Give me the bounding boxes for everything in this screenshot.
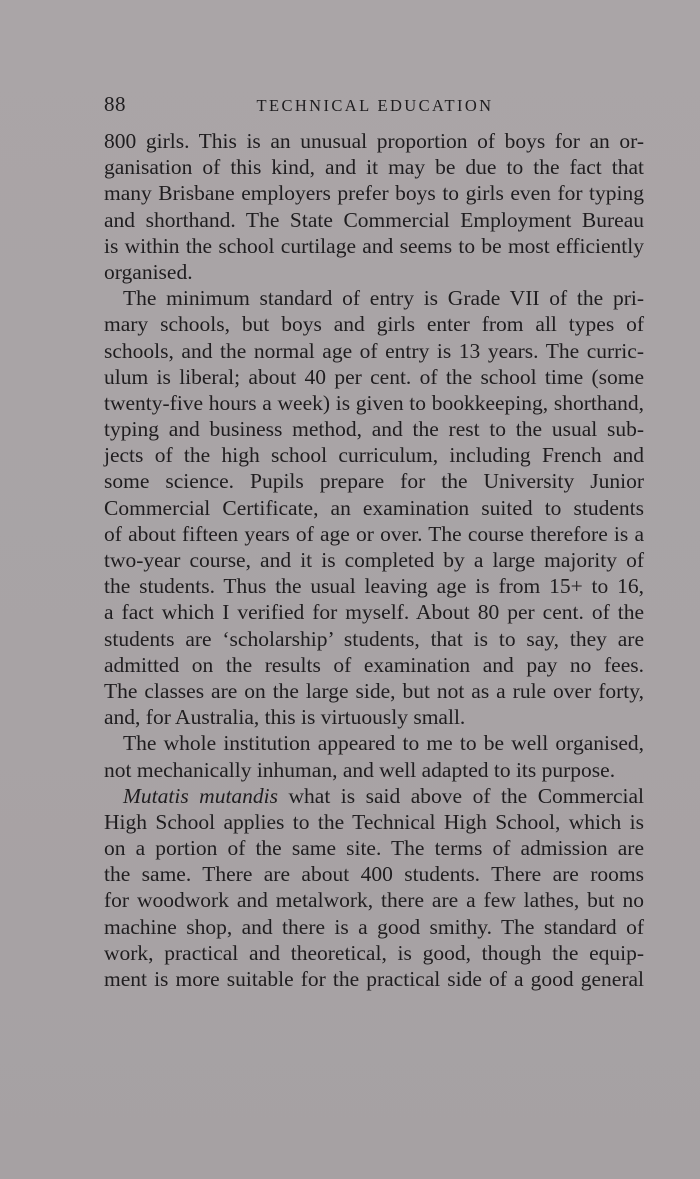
text-line: not mechanically inhuman, and well adapted to its purpose. (104, 757, 616, 782)
text-line: High School applies to the Technical High School, which is (104, 809, 644, 834)
text-line: The classes are on the large side, but not as a rule over forty, (104, 678, 644, 703)
text-line: Commercial Certificate, an examination suited to students (104, 495, 644, 520)
text-line: many Brisbane employers prefer boys to girls even for typing (104, 181, 644, 206)
text-line: mary schools, but boys and girls enter from all types of (104, 312, 644, 337)
text-line: organised. (104, 259, 193, 284)
text-line: two-year course, and it is completed by a large majority of (104, 548, 644, 572)
text-line: is within the school curtilage and seems to be most efficiently (104, 233, 644, 258)
text-line: typing and business method, and the rest to the usual sub- (104, 417, 644, 442)
text-line: ganisation of this kind, and it may be due to the fact that (104, 155, 644, 180)
body-text (104, 128, 644, 992)
text-line: the students. Thus the usual leaving age is from 15+ to 16, (104, 574, 644, 599)
text-line: and shorthand. The State Commercial Employment Bureau (104, 207, 644, 232)
text-line: students are ‘scholarship’ students, that is to say, they are (104, 626, 644, 651)
text-line: The whole institution appeared to me to be well organised, (123, 731, 644, 756)
text-line: and, for Australia, this is virtuously small. (104, 705, 466, 730)
paragraph (104, 128, 644, 285)
text-line: some science. Pupils prepare for the University Junior (104, 469, 644, 494)
text-line: for woodwork and metalwork, there are a few lathes, but no (104, 888, 644, 913)
text-line: machine shop, and there is a good smithy. The standard of (104, 914, 644, 939)
text-line: twenty-five hours a week) is given to bookkeeping, shorthand, (104, 390, 644, 415)
text-line: schools, and the normal age of entry is 13 years. The curric- (104, 338, 644, 363)
text-line: of about fifteen years of age or over. The course therefore is a (104, 521, 644, 546)
page-number: 88 (104, 92, 126, 116)
running-head: TECHNICAL EDUCATION (256, 96, 494, 115)
text-line: jects of the high school curriculum, including French and (104, 443, 644, 468)
text-line: 800 girls. This is an unusual proportion of boys for an or- (104, 129, 644, 153)
text-line (104, 783, 644, 809)
paragraph (104, 783, 644, 993)
paragraph (104, 730, 644, 782)
text-line: the same. There are about 400 students. There are rooms (104, 862, 644, 887)
text-line: work, practical and theoretical, is good, though the equip- (104, 940, 644, 965)
italic-phrase: Mutatis mutandis (123, 783, 279, 808)
paragraph (104, 285, 644, 730)
text-line: The minimum standard of entry is Grade VII of the pri- (123, 286, 644, 311)
text-span: what is said above of the Commercial (278, 783, 644, 808)
text-line: a fact which I verified for myself. About 80 per cent. of the (104, 600, 644, 625)
text-line: ment is more suitable for the practical side of a good general (104, 967, 644, 991)
text-line: ulum is liberal; about 40 per cent. of the school time (some (104, 364, 644, 389)
text-line: on a portion of the same site. The terms of admission are (104, 836, 644, 861)
text-line: admitted on the results of examination and pay no fees. (104, 652, 644, 677)
